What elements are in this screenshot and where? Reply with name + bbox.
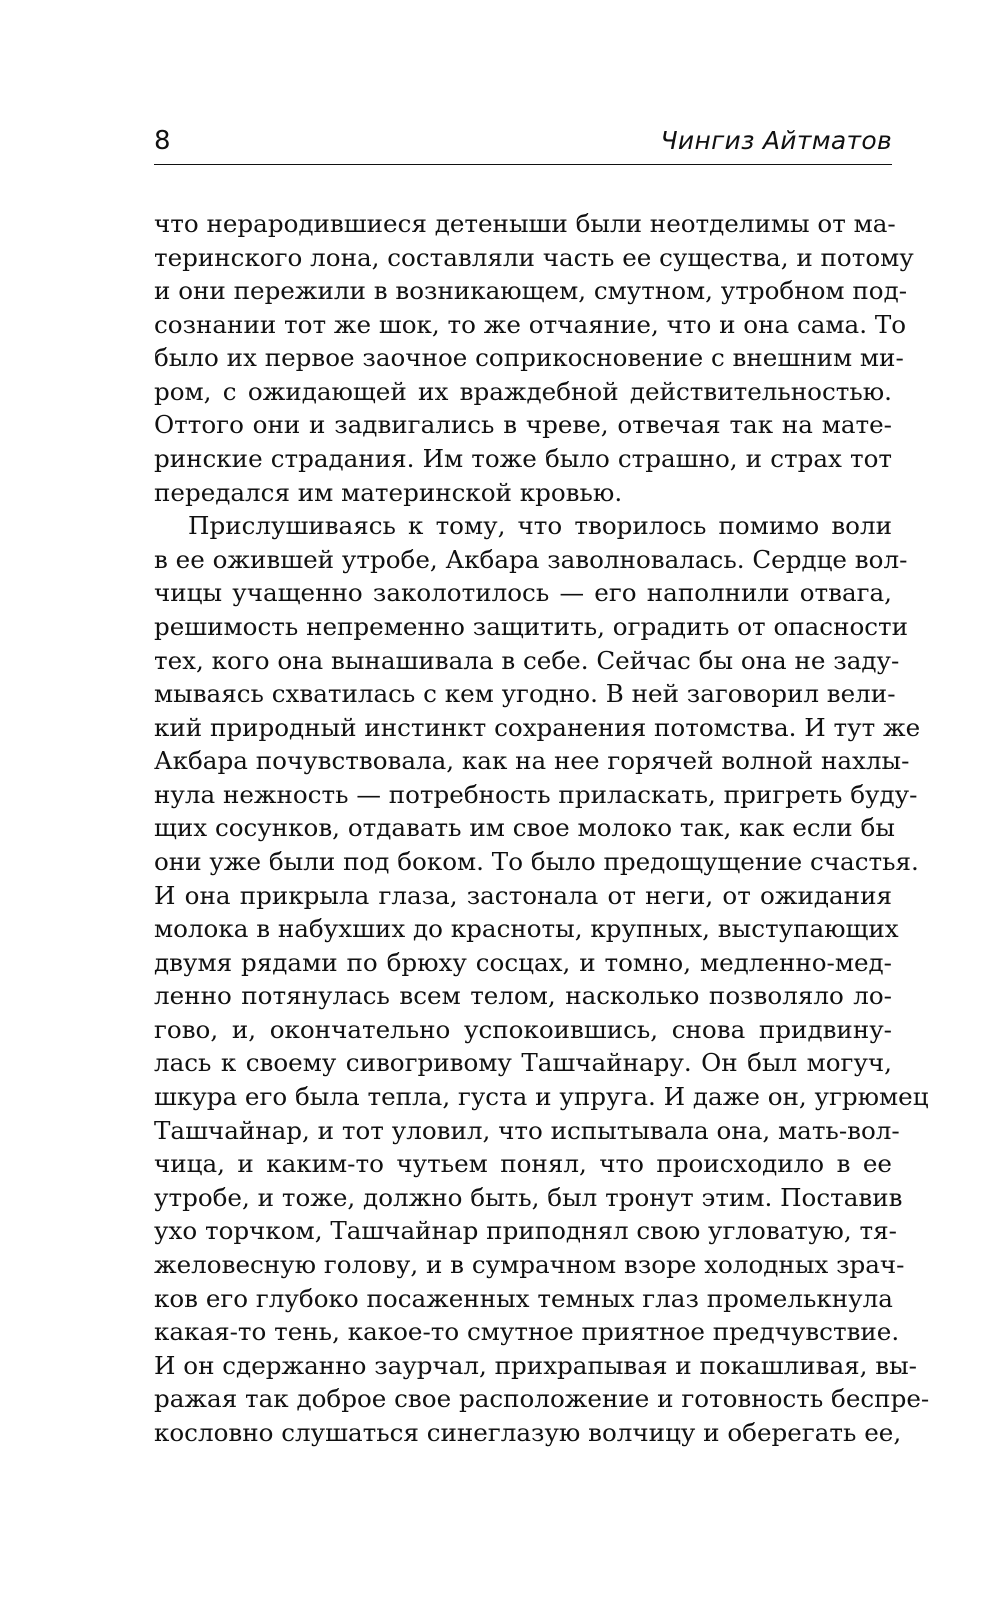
text-line: ром, с ожидающей их враждебной действительностью.	[154, 376, 892, 406]
text-line: ков его глубоко посаженных темных глаз промелькнула	[154, 1283, 893, 1313]
text-line: ринские страдания. Им тоже было страшно, и страх тот	[154, 444, 892, 474]
page-number: 8	[154, 126, 171, 156]
text-line: гово, и, окончательно успокоившись, снова придвину-	[154, 1014, 892, 1044]
text-line: чица, и каким-то чутьем понял, что происходило в ее	[154, 1149, 892, 1179]
text-line: чицы учащенно заколотилось — его наполнили отвага,	[154, 578, 892, 608]
text-line: ражая так доброе свое расположение и готовность беспре-	[154, 1384, 930, 1414]
text-line: что нерародившиеся детеныши были неотделимы от ма-	[154, 209, 896, 238]
text-line: желовесную голову, и в сумрачном взоре холодных зрач-	[154, 1249, 905, 1279]
text-line: нула нежность — потребность приласкать, пригреть буду-	[154, 779, 918, 809]
text-line: Ташчайнар, и тот уловил, что испытывала она, мать-вол-	[154, 1115, 900, 1145]
text-line: они уже были под боком. То было предощущение счастья.	[154, 846, 919, 876]
text-line: ухо торчком, Ташчайнар приподнял свою угловатую, тя-	[154, 1216, 897, 1246]
body-text	[154, 207, 930, 1449]
text-line: лась к своему сивогривому Ташчайнару. Он был могуч,	[154, 1048, 892, 1078]
paragraph	[154, 207, 914, 509]
text-line: ленно потянулась всем телом, насколько позволяло ло-	[154, 981, 892, 1011]
text-line: молока в набухших до красноты, крупных, выступающих	[154, 914, 899, 944]
text-line: утробе, и тоже, должно быть, был тронут этим. Поставив	[154, 1182, 903, 1212]
text-line: сознании тот же шок, то же отчаяние, что и она сама. То	[154, 309, 907, 339]
text-line: было их первое заочное соприкосновение с внешним ми-	[154, 343, 904, 373]
text-line: И она прикрыла глаза, застонала от неги, от ожидания	[154, 880, 892, 910]
running-title: Чингиз Айтматов	[660, 126, 892, 155]
text-line: двумя рядами по брюху сосцах, и томно, медленно-мед-	[154, 947, 892, 977]
text-line: какая-то тень, какое-то смутное приятное предчувствие.	[154, 1317, 900, 1347]
text-line: шкура его была тепла, густа и упруга. И даже он, угрюмец	[154, 1082, 929, 1112]
text-line: И он сдержанно заурчал, прихрапывая и покашливая, вы-	[154, 1350, 917, 1380]
text-line: Оттого они и задвигались в чреве, отвечая так на мате-	[154, 410, 892, 440]
text-line: Акбара почувствовала, как на нее горячей волной нахлы-	[154, 746, 910, 776]
paragraph	[154, 509, 930, 1449]
text-line: мываясь схватилась с кем угодно. В ней заговорил вели-	[154, 679, 896, 709]
text-line: теринского лона, составляли часть ее существа, и потому	[154, 242, 914, 272]
text-line: кословно слушаться синеглазую волчицу и оберегать ее,	[154, 1417, 902, 1447]
running-head	[154, 118, 892, 165]
text-line: в ее ожившей утробе, Акбара заволновалась. Сердце вол-	[154, 544, 908, 574]
text-line: и они пережили в возникающем, смутном, утробном под-	[154, 276, 908, 306]
text-line: решимость непременно защитить, оградить от опасности	[154, 611, 909, 641]
text-line: тех, кого она вынашивала в себе. Сейчас бы она не заду-	[154, 645, 900, 675]
text-line: кий природный инстинкт сохранения потомства. И тут же	[154, 712, 921, 742]
text-line: Прислушиваясь к тому, что творилось помимо воли	[188, 511, 892, 541]
text-line: щих сосунков, отдавать им свое молоко так, как если бы	[154, 813, 895, 843]
text-line: передался им материнской кровью.	[154, 477, 623, 507]
